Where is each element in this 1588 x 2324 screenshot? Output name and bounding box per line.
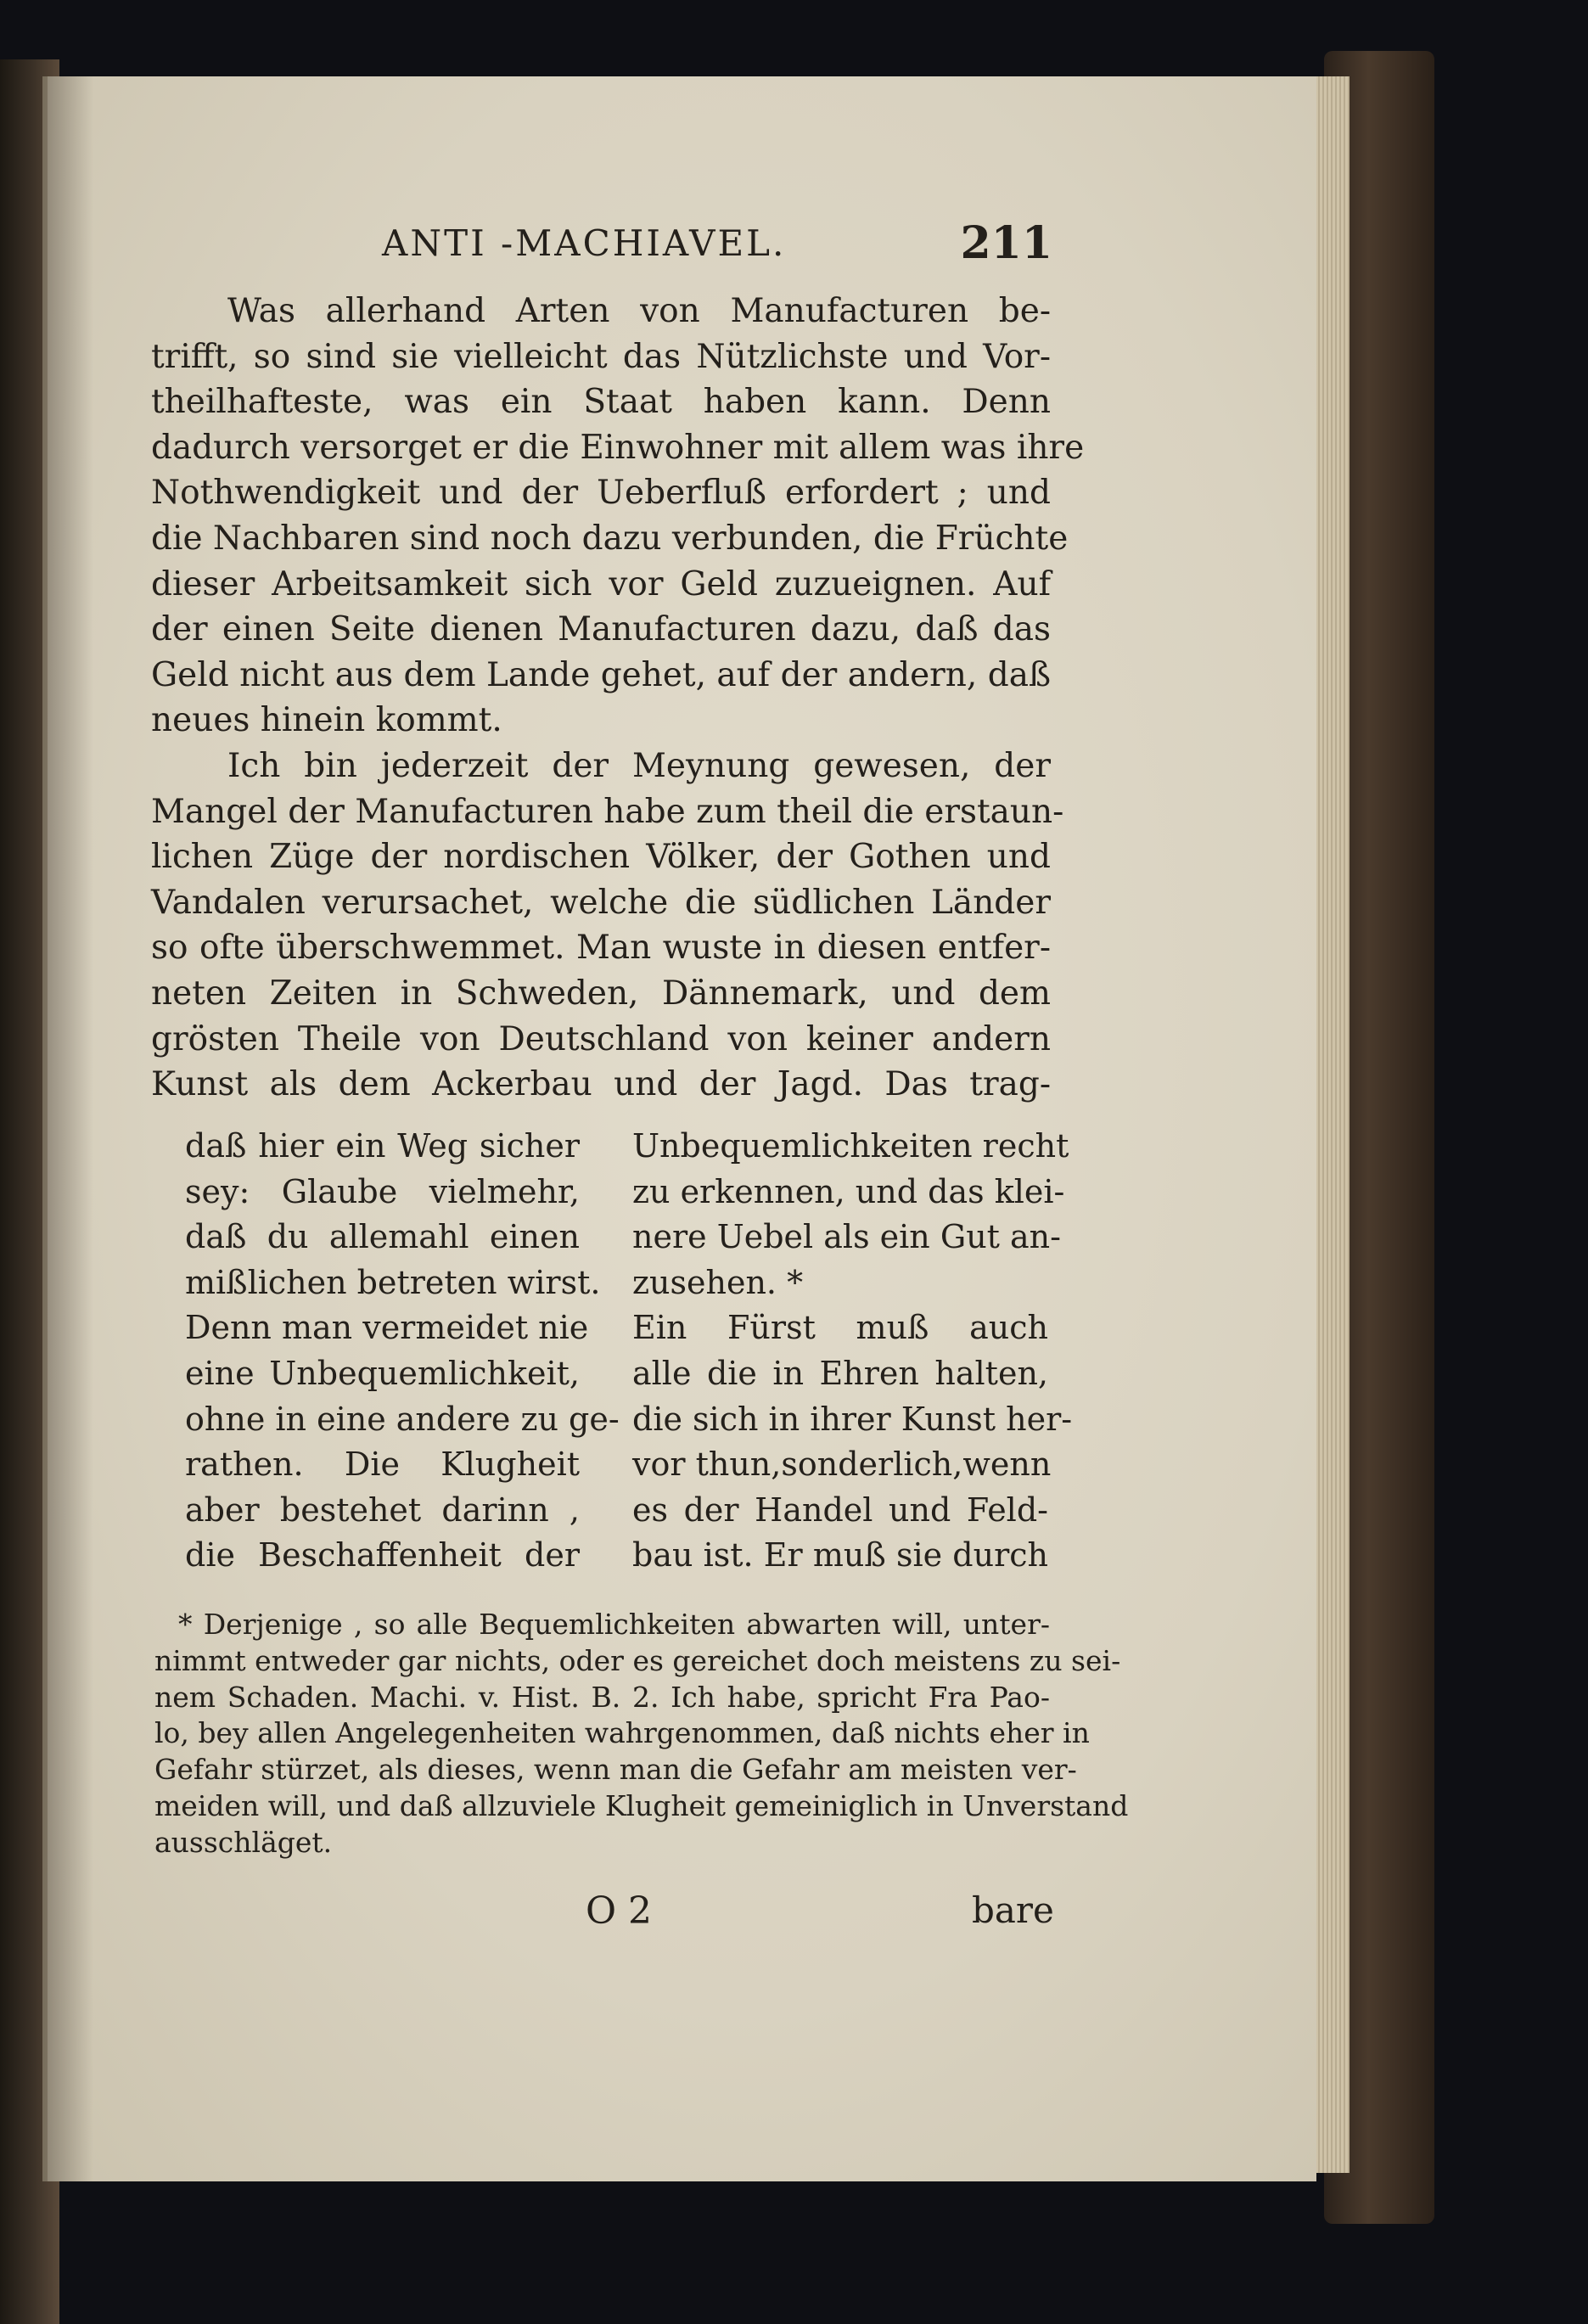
running-title: ANTI -MACHIAVEL. [382, 222, 787, 264]
left-column-line: ohne in eine andere zu ge- [185, 1400, 620, 1438]
left-column-line: Denn man vermeidet nie [185, 1309, 589, 1347]
left-column-line: aber bestehet darinn , [185, 1490, 580, 1529]
text-line: Kunst als dem Ackerbau und der Jagd. Das trag- [151, 1065, 1051, 1104]
right-column-line: vor thun,sonderlich,wenn [632, 1445, 1052, 1484]
text-line: dieser Arbeitsamkeit sich vor Geld zuzueignen. Auf [151, 564, 1051, 603]
right-column-line: die sich in ihrer Kunst her- [632, 1400, 1073, 1438]
right-column [632, 1125, 1073, 1580]
left-column-line: daß hier ein Weg sicher [185, 1127, 580, 1165]
text-line: trifft, so sind sie vielleicht das Nützlichste und Vor- [151, 337, 1051, 376]
text-line: neues hinein kommt. [151, 701, 502, 740]
footnote-line: nimmt entweder gar nichts, oder es gereichet doch meistens zu sei- [154, 1643, 1121, 1677]
text-line: theilhafteste, was ein Staat haben kann. Denn [151, 383, 1051, 422]
left-column-line: eine Unbequemlichkeit, [185, 1354, 580, 1392]
catchword: bare [972, 1889, 1054, 1931]
right-column-line: alle die in Ehren halten, [632, 1354, 1048, 1392]
right-column-line: zu erkennen, und das klei- [632, 1172, 1065, 1210]
running-header [382, 217, 1052, 273]
right-column-line: nere Uebel als ein Gut an- [632, 1218, 1061, 1256]
text-line: so ofte überschwemmet. Man wuste in diesen entfer- [151, 929, 1051, 968]
text-line: Nothwendigkeit und der Ueberfluß erfordert ; und [151, 474, 1051, 513]
text-line: lichen Züge der nordischen Völker, der Gothen und [151, 838, 1051, 877]
left-column-line: sey: Glaube vielmehr, [185, 1172, 580, 1210]
signature-mark: O 2 [586, 1889, 653, 1933]
text-line: grösten Theile von Deutschland von keiner andern [151, 1019, 1051, 1058]
footnote-line: meiden will, und daß allzuviele Klugheit gemeiniglich in Unverstand [154, 1788, 1129, 1822]
right-column-line: Unbequemlichkeiten recht [632, 1127, 1069, 1165]
footnote-line: lo, bey allen Angelegenheiten wahrgenommen, daß nichts eher in [154, 1716, 1090, 1750]
footnote-line: nem Schaden. Machi. v. Hist. B. 2. Ich habe, spricht Fra Pao- [154, 1680, 1050, 1714]
right-column-line: bau ist. Er muß sie durch [632, 1536, 1048, 1575]
text-line: der einen Seite dienen Manufacturen dazu, daß das [151, 610, 1051, 649]
text-line: Mangel der Manufacturen habe zum theil die erstaun- [151, 792, 1064, 831]
main-text [151, 289, 1085, 1108]
left-column-line: rathen. Die Klugheit [185, 1445, 580, 1484]
right-column-line: Ein Fürst muß auch [632, 1309, 1048, 1347]
text-line: Was allerhand Arten von Manufacturen be- [227, 292, 1051, 330]
left-column-line: mißlichen betreten wirst. [185, 1263, 601, 1301]
text-line: neten Zeiten in Schweden, Dännemark, und dem [151, 974, 1051, 1013]
page-number: 211 [960, 217, 1052, 269]
footnote-line: ausschläget. [154, 1825, 333, 1859]
right-column-line: zusehen. * [632, 1263, 804, 1301]
right-column-line: es der Handel und Feld- [632, 1490, 1048, 1529]
footnote [154, 1607, 1129, 1861]
text-line: Ich bin jederzeit der Meynung gewesen, der [227, 746, 1051, 785]
text-line: Geld nicht aus dem Lande gehet, auf der andern, daß [151, 655, 1051, 694]
spine-shadow [42, 76, 93, 2181]
text-line: dadurch versorget er die Einwohner mit allem was ihre [151, 428, 1085, 467]
footnote-line: * Derjenige , so alle Bequemlichkeiten abwarten will, unter- [178, 1608, 1050, 1641]
left-column-line: die Beschaffenheit der [185, 1536, 580, 1575]
footnote-line: Gefahr stürzet, als dieses, wenn man die Gefahr am meisten ver- [154, 1753, 1077, 1787]
left-column [185, 1125, 620, 1580]
left-column-line: daß du allemahl einen [185, 1218, 580, 1256]
text-line: Vandalen verursachet, welche die südlichen Länder [151, 883, 1051, 922]
text-line: die Nachbaren sind noch dazu verbunden, die Früchte [151, 519, 1069, 558]
